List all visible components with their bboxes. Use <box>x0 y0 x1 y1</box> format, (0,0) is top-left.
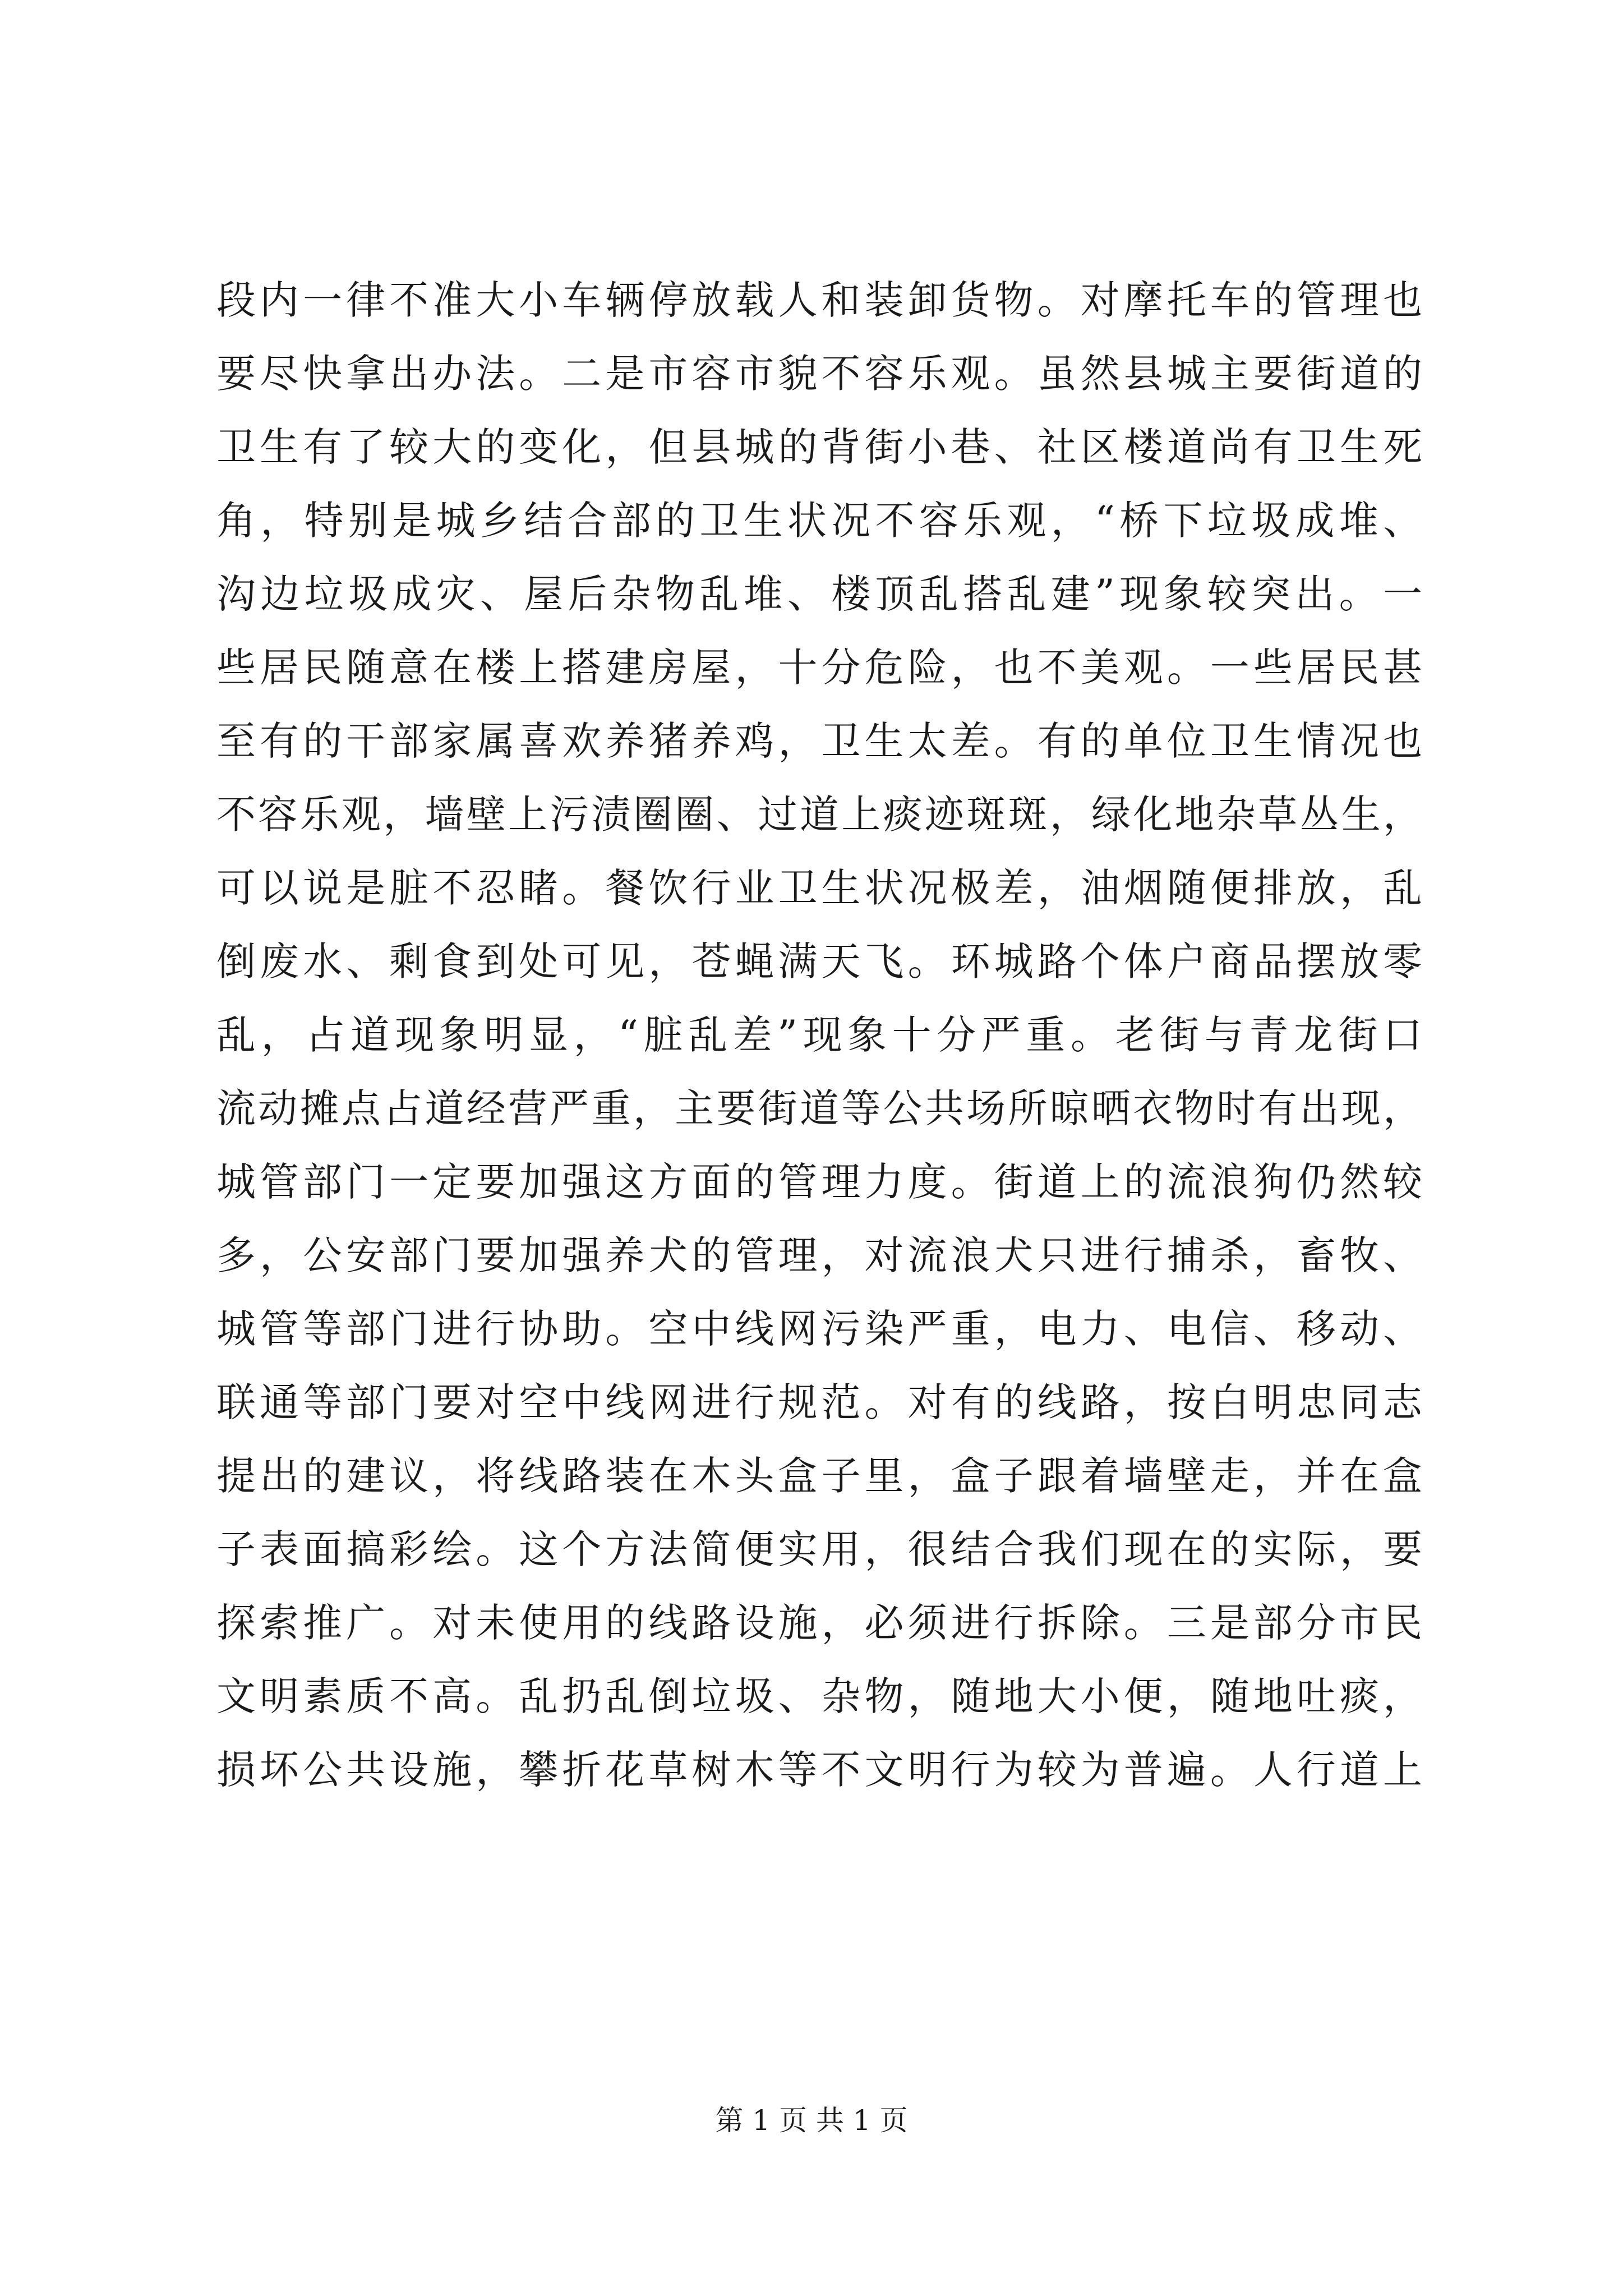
page-number-label: 第 1 页 共 1 页 <box>715 2104 908 2137</box>
text-line: 角，特别是城乡结合部的卫生状况不容乐观，“桥下垃圾成堆、 <box>216 498 1422 544</box>
text-line: 损坏公共设施，攀折花草树木等不文明行为较为普遍。人行道上 <box>216 1747 1422 1793</box>
body-text <box>216 264 1422 1807</box>
text-line: 提出的建议，将线路装在木头盒子里，盒子跟着墙壁走，并在盒 <box>216 1453 1422 1499</box>
text-line: 城管等部门进行协助。空中线网污染严重，电力、电信、移动、 <box>216 1306 1422 1352</box>
text-line: 探索推广。对未使用的线路设施，必须进行拆除。三是部分市民 <box>216 1600 1422 1646</box>
text-line: 段内一律不准大小车辆停放载人和装卸货物。对摩托车的管理也 <box>216 277 1422 323</box>
text-line: 些居民随意在楼上搭建房屋，十分危险，也不美观。一些居民甚 <box>216 645 1422 691</box>
text-line: 要尽快拿出办法。二是市容市貌不容乐观。虽然县城主要街道的 <box>216 351 1422 397</box>
text-line: 沟边垃圾成灾、屋后杂物乱堆、楼顶乱搭乱建”现象较突出。一 <box>216 571 1422 617</box>
text-line: 多，公安部门要加强养犬的管理，对流浪犬只进行捕杀，畜牧、 <box>216 1232 1422 1278</box>
text-line: 卫生有了较大的变化，但县城的背街小巷、社区楼道尚有卫生死 <box>216 424 1422 470</box>
text-line: 文明素质不高。乱扔乱倒垃圾、杂物，随地大小便，随地吐痰， <box>216 1673 1422 1719</box>
text-line: 城管部门一定要加强这方面的管理力度。街道上的流浪狗仍然较 <box>216 1159 1422 1205</box>
text-line: 子表面搞彩绘。这个方法简便实用，很结合我们现在的实际，要 <box>216 1526 1422 1572</box>
text-line: 倒废水、剩食到处可见，苍蝇满天飞。环城路个体户商品摆放零 <box>216 938 1422 984</box>
text-line: 流动摊点占道经营严重，主要街道等公共场所晾晒衣物时有出现， <box>216 1085 1422 1131</box>
text-line: 乱，占道现象明显，“脏乱差”现象十分严重。老街与青龙街口 <box>216 1012 1422 1058</box>
text-line: 至有的干部家属喜欢养猪养鸡，卫生太差。有的单位卫生情况也 <box>216 718 1422 764</box>
text-line: 不容乐观，墙壁上污渍圈圈、过道上痰迹斑斑，绿化地杂草丛生， <box>216 792 1422 838</box>
page-footer <box>0 2101 1623 2140</box>
text-line: 联通等部门要对空中线网进行规范。对有的线路，按白明忠同志 <box>216 1379 1422 1425</box>
text-line: 可以说是脏不忍睹。餐饮行业卫生状况极差，油烟随便排放，乱 <box>216 865 1422 911</box>
